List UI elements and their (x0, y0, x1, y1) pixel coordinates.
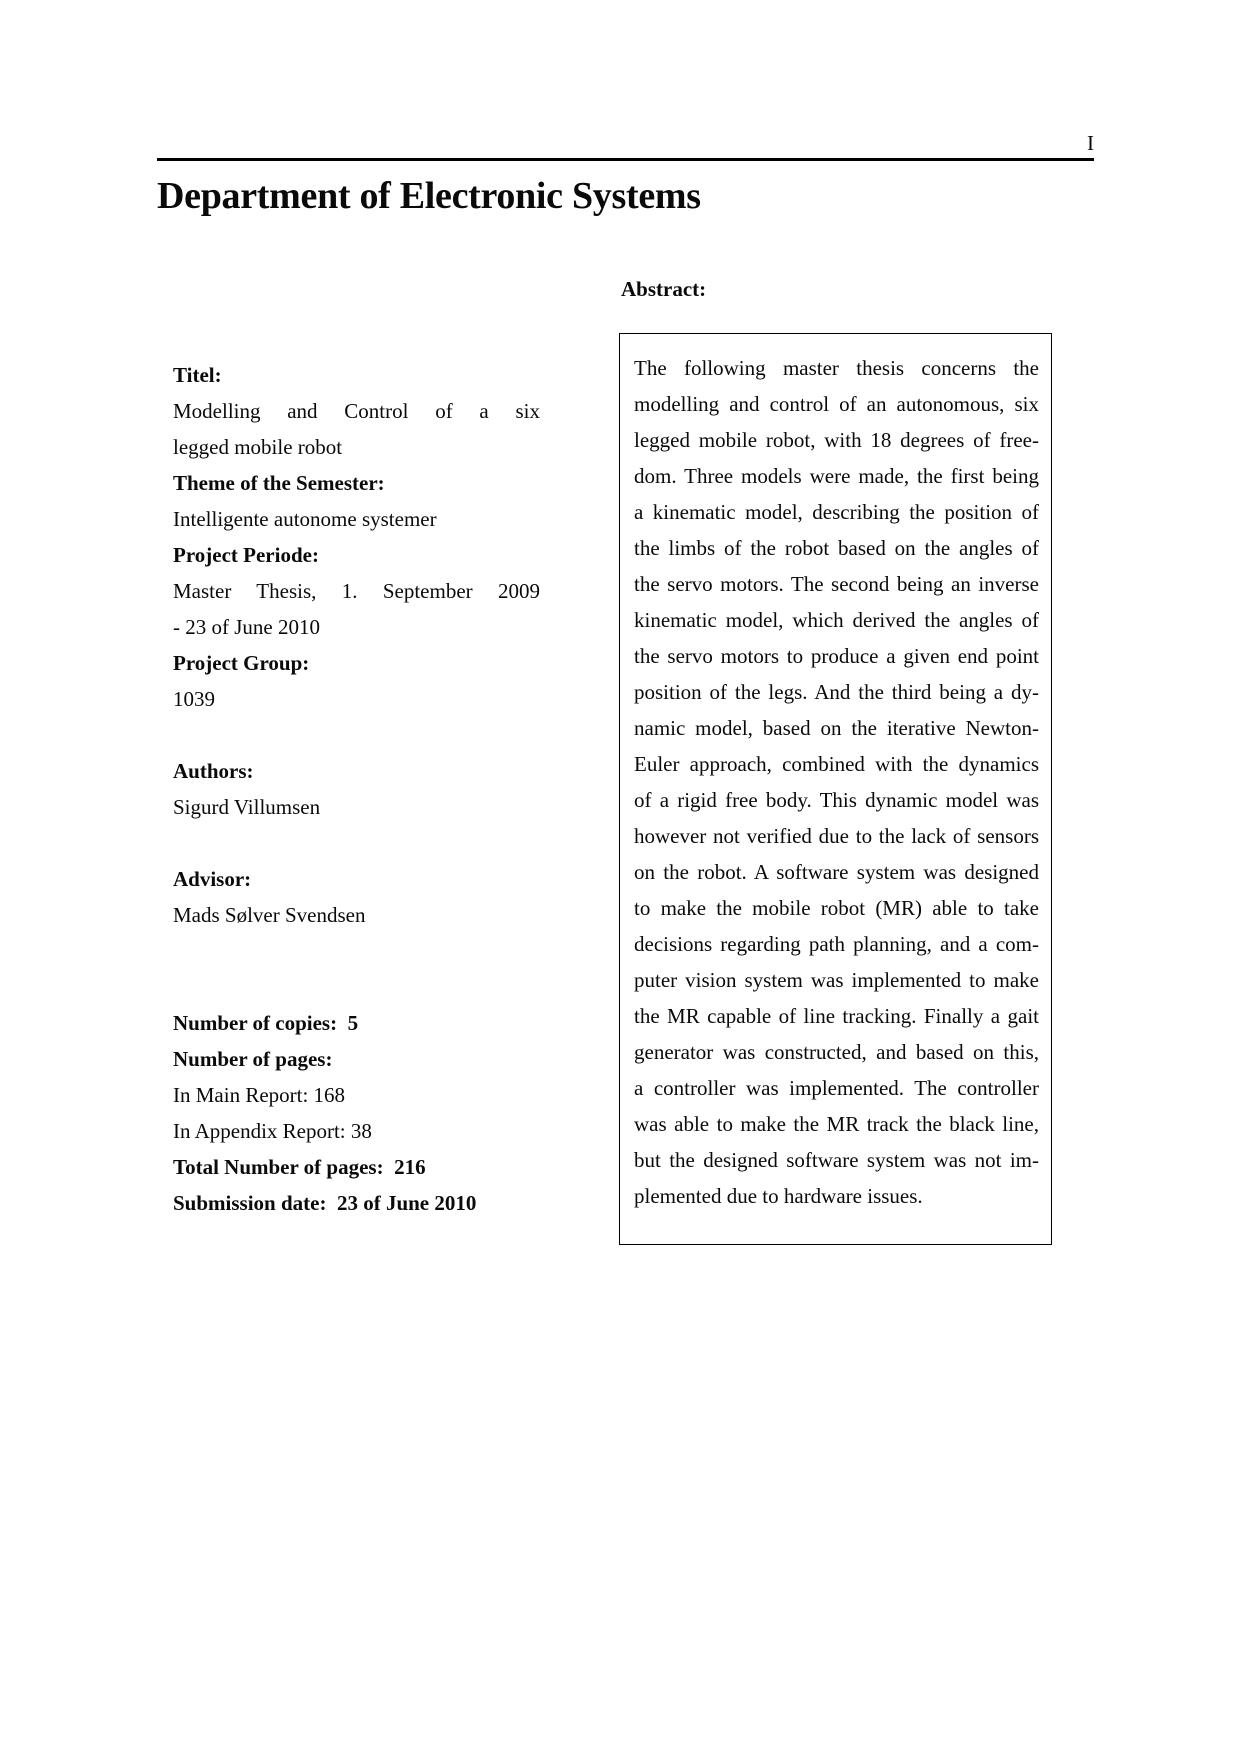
text-line: Euler approach, combined with the dynamics (634, 752, 1039, 776)
text-line: position of the legs. And the third being a dy- (634, 680, 1039, 704)
text-line (173, 825, 540, 861)
text-line: on the robot. A software system was designed (634, 860, 1039, 884)
text-line: decisions regarding path planning, and a com- (634, 932, 1039, 956)
text-line: the servo motors to produce a given end point (634, 644, 1039, 668)
text-line: kinematic model, which derived the angles of (634, 608, 1039, 632)
abstract-heading: Abstract: (621, 277, 707, 301)
text-line: Titel: (173, 363, 222, 387)
text-line: In Main Report: 168 (173, 1083, 346, 1107)
info-panel (173, 357, 540, 1221)
text-line: Project Group: (173, 651, 310, 675)
text-line: - 23 of June 2010 (173, 615, 320, 639)
text-line (173, 969, 540, 1005)
header-rule (157, 158, 1094, 161)
text-line: the MR capable of line tracking. Finally a gait (634, 1004, 1039, 1028)
department-title: Department of Electronic Systems (157, 175, 701, 217)
text-line: generator was constructed, and based on this, (634, 1040, 1039, 1064)
text-line: Master Thesis, 1. September 2009 (173, 579, 540, 603)
text-line (173, 933, 540, 969)
text-line: Intelligente autonome systemer (173, 507, 437, 531)
text-line: legged mobile robot (173, 435, 343, 459)
abstract-text (634, 350, 1039, 1214)
text-line: Sigurd Villumsen (173, 795, 321, 819)
text-line: 1039 (173, 687, 215, 711)
text-line: namic model, based on the iterative Newton- (634, 716, 1039, 740)
text-line: Submission date: 23 of June 2010 (173, 1191, 477, 1215)
text-line (173, 717, 540, 753)
text-line: Project Periode: (173, 543, 319, 567)
text-line: to make the mobile robot (MR) able to take (634, 896, 1039, 920)
text-line: Authors: (173, 759, 254, 783)
text-line: the servo motors. The second being an inverse (634, 572, 1039, 596)
text-line: the limbs of the robot based on the angles of (634, 536, 1039, 560)
text-line: plemented due to hardware issues. (634, 1184, 923, 1208)
text-line: Theme of the Semester: (173, 471, 385, 495)
page-number: I (1087, 131, 1094, 155)
text-line: Number of pages: (173, 1047, 333, 1071)
text-line: Advisor: (173, 867, 252, 891)
text-line: The following master thesis concerns the (634, 356, 1039, 380)
text-line: legged mobile robot, with 18 degrees of free- (634, 428, 1039, 452)
text-line: however not verified due to the lack of sensors (634, 824, 1039, 848)
text-line: In Appendix Report: 38 (173, 1119, 372, 1143)
text-line: dom. Three models were made, the first being (634, 464, 1039, 488)
text-line: a kinematic model, describing the position of (634, 500, 1039, 524)
text-line: Total Number of pages: 216 (173, 1155, 426, 1179)
text-line: of a rigid free body. This dynamic model was (634, 788, 1039, 812)
abstract-box (619, 333, 1052, 1245)
text-line: puter vision system was implemented to make (634, 968, 1039, 992)
text-line: Number of copies: 5 (173, 1011, 359, 1035)
text-line: a controller was implemented. The controller (634, 1076, 1039, 1100)
text-line: Mads Sølver Svendsen (173, 903, 366, 927)
text-line: but the designed software system was not im- (634, 1148, 1039, 1172)
text-line: Modelling and Control of a six (173, 399, 540, 423)
text-line: modelling and control of an autonomous, six (634, 392, 1039, 416)
text-line: was able to make the MR track the black line, (634, 1112, 1039, 1136)
